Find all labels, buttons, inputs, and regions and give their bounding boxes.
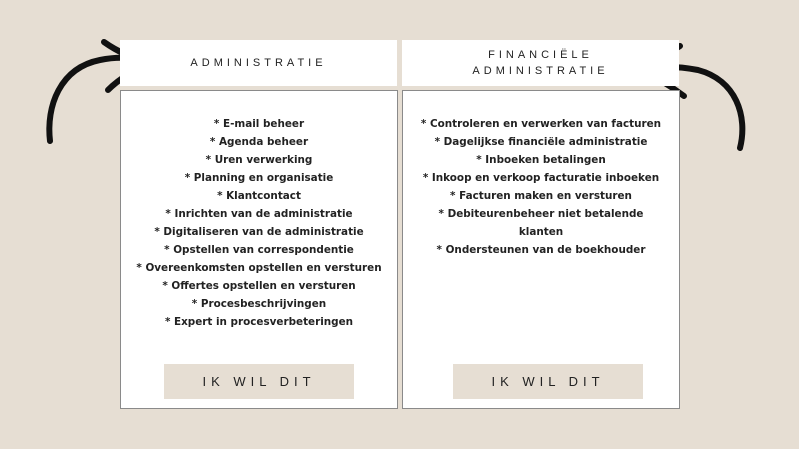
- administratie-ik-wil-dit-button[interactable]: IK WIL DIT: [164, 364, 354, 399]
- list-item: klanten: [518, 226, 564, 238]
- list-item: * Dagelijkse financiële administratie: [434, 136, 648, 148]
- list-item: * Procesbeschrijvingen: [191, 298, 327, 310]
- list-item: * Planning en organisatie: [184, 172, 334, 184]
- list-item: * Inrichten van de administratie: [165, 208, 353, 220]
- financiele-administratie-card: [402, 90, 680, 409]
- list-item: * Digitaliseren van de administratie: [154, 226, 364, 238]
- list-item: * Facturen maken en versturen: [450, 190, 632, 202]
- list-item: * Klantcontact: [217, 190, 301, 202]
- administratie-card: [120, 90, 398, 409]
- financiele-ik-wil-dit-button[interactable]: IK WIL DIT: [453, 364, 643, 399]
- list-item: * E-mail beheer: [213, 118, 305, 130]
- list-item: * Opstellen van correspondentie: [164, 244, 354, 256]
- financiele-title-line2: ADMINISTRATIE: [472, 65, 609, 77]
- financiele-administratie-header: [402, 40, 679, 86]
- list-item: * Expert in procesverbeteringen: [164, 316, 354, 328]
- list-item: * Overeenkomsten opstellen en versturen: [136, 262, 382, 274]
- list-item: * Agenda beheer: [209, 136, 309, 148]
- financiele-title-line1: FINANCIËLE: [488, 49, 593, 61]
- list-item: * Ondersteunen van de boekhouder: [436, 244, 646, 256]
- administratie-services-list: [121, 115, 397, 331]
- list-item: * Debiteurenbeheer niet betalende: [438, 208, 644, 220]
- financiele-services-list: [403, 115, 679, 259]
- list-item: * Uren verwerking: [205, 154, 313, 166]
- list-item: * Offertes opstellen en versturen: [162, 280, 356, 292]
- list-item: * Controleren en verwerken van facturen: [420, 118, 662, 130]
- administratie-header: [120, 40, 397, 86]
- list-item: * Inboeken betalingen: [476, 154, 606, 166]
- list-item: * Inkoop en verkoop facturatie inboeken: [422, 172, 660, 184]
- administratie-title: ADMINISTRATIE: [190, 57, 327, 69]
